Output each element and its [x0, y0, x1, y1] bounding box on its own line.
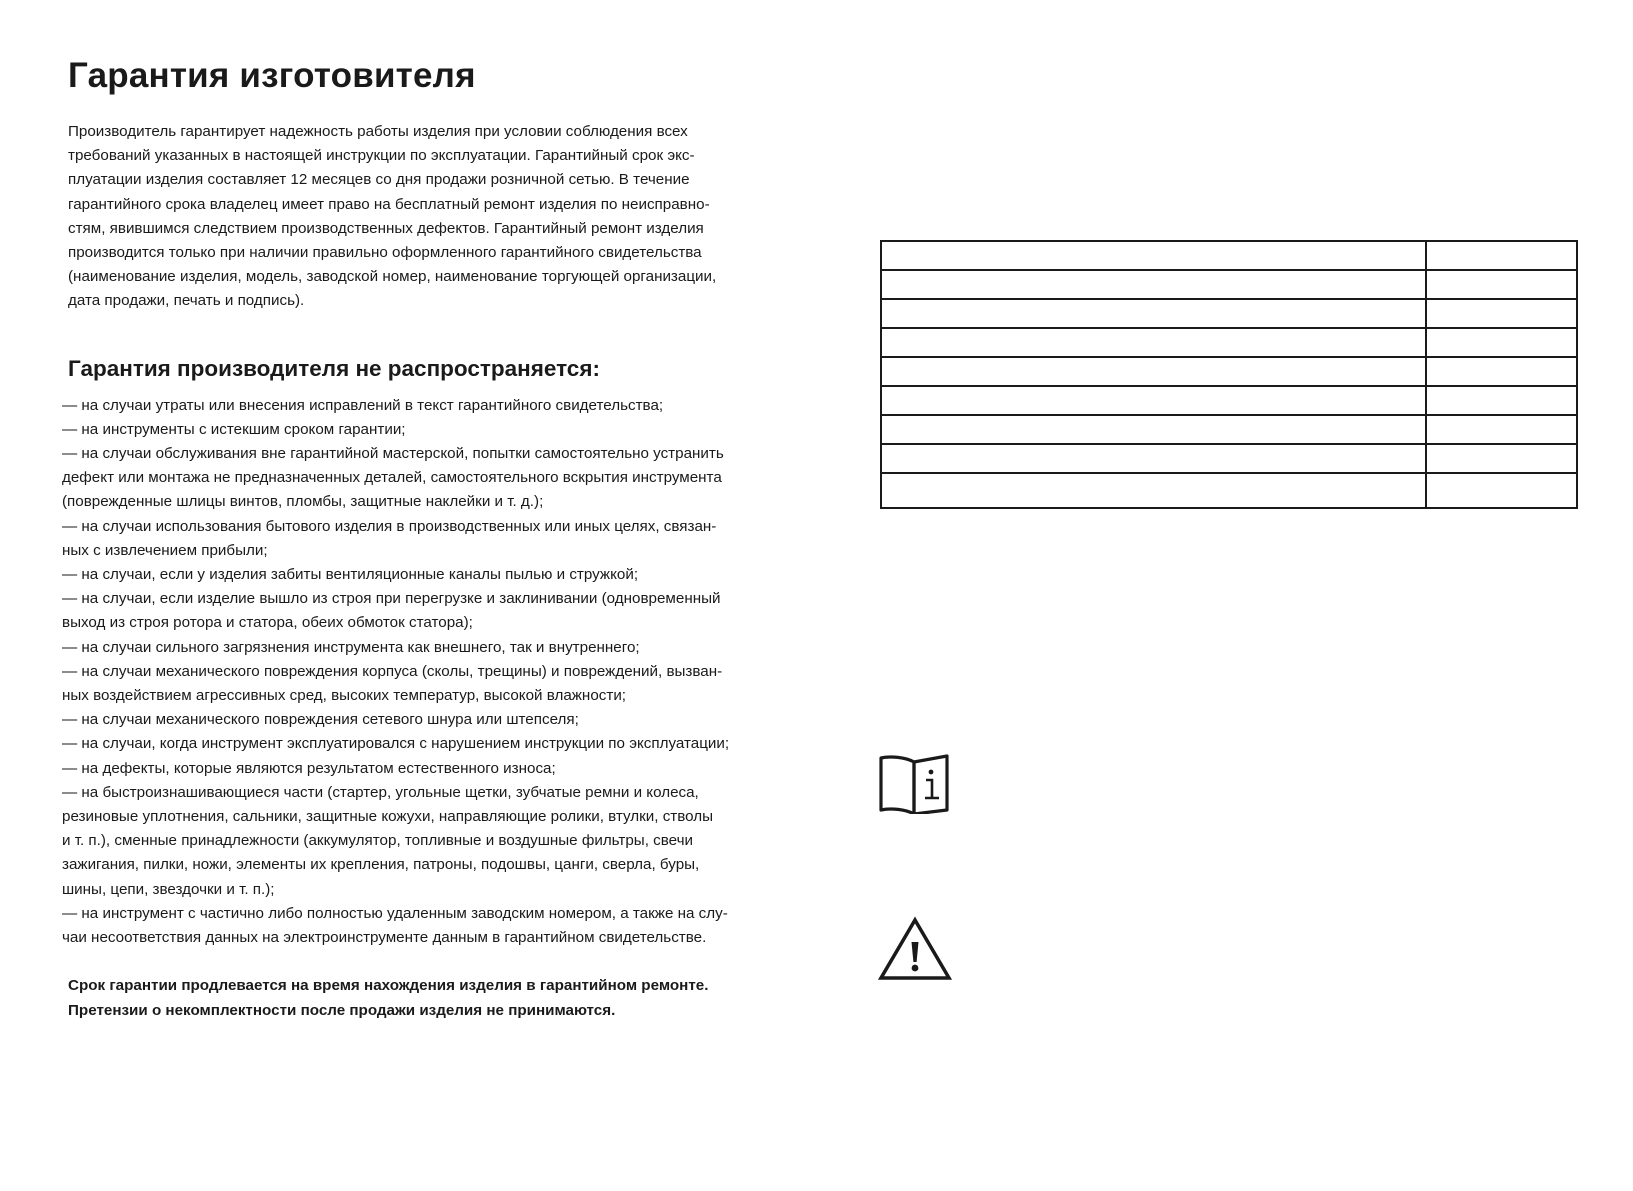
table-row — [881, 444, 1577, 473]
table-cell — [1426, 241, 1577, 270]
table-cell — [881, 357, 1426, 386]
table-cell — [881, 270, 1426, 299]
table-cell — [1426, 444, 1577, 473]
table-cell — [1426, 328, 1577, 357]
table-cell — [1426, 270, 1577, 299]
table-cell — [1426, 357, 1577, 386]
closing-notes — [68, 974, 768, 1022]
table-cell — [881, 241, 1426, 270]
page-title: Гарантия изготовителя — [68, 56, 476, 95]
warranty-extension-note: Срок гарантии продлевается на время нахождения изделия в гарантийном ремонте. — [68, 977, 709, 995]
table-cell — [881, 473, 1426, 508]
exclusions-list — [62, 394, 768, 951]
list-item: — на дефекты, которые являются результатом естественного износа; — [62, 759, 556, 777]
table-cell — [881, 415, 1426, 444]
info-book-icon — [879, 752, 949, 814]
warranty-intro-paragraph: Производитель гарантирует надежность работы изделия при условии соблюдения всех требований указанных в настоящей инструкции по эксплуатации. Гарантийный срок экс- плуатации изделия составляет 12 месяцев со дня продажи розничной сетью. В течение гарантийного срока владелец имеет право на бесплатный ремонт изделия по неисправно- стям, явившимся следствием производственных дефектов. Гарантийный ремонт изделия производится только при наличии правильно оформленного гарантийного свидетельства (наименование изделия, модель, заводской номер, наименование торгующей организации, дата продажи, печать и подпись). — [68, 123, 717, 310]
exclusions-heading: Гарантия производителя не распространяется: — [68, 355, 600, 381]
warning-triangle-icon — [878, 916, 952, 982]
table-row — [881, 415, 1577, 444]
table-cell — [881, 444, 1426, 473]
table-cell — [1426, 386, 1577, 415]
list-item: — на случаи использования бытового изделия в производственных или иных целях, связан- ных с извлечением прибыли; — [62, 517, 717, 559]
table-cell — [881, 328, 1426, 357]
list-item: — на случаи, когда инструмент эксплуатировался с нарушением инструкции по эксплуатации; — [62, 735, 730, 753]
table-cell — [1426, 415, 1577, 444]
table-cell — [1426, 473, 1577, 508]
table-row — [881, 299, 1577, 328]
table-row — [881, 328, 1577, 357]
list-item: — на случаи утраты или внесения исправлений в текст гарантийного свидетельства; — [62, 396, 664, 414]
list-item: — на случаи, если у изделия забиты вентиляционные каналы пылью и стружкой; — [62, 566, 639, 584]
list-item: — на быстроизнашивающиеся части (стартер, угольные щетки, зубчатые ремни и колеса, резиновые уплотнения, сальники, защитные кожухи, направляющие ролики, втулки, стволы и т. п.), сменные принадлежности (аккумулятор, топливные и воздушные фильтры, свечи зажигания, пилки, ножи, элементы их крепления, патроны, подошвы, цанги, сверла, буры, шины, цепи, звездочки и т. п.); — [62, 783, 714, 898]
list-item: — на случаи сильного загрязнения инструмента как внешнего, так и внутреннего; — [62, 638, 640, 656]
completeness-claims-note: Претензии о некомплектности после продажи изделия не принимаются. — [68, 1001, 616, 1019]
list-item: — на инструменты с истекшим сроком гарантии; — [62, 420, 406, 438]
table-cell — [881, 299, 1426, 328]
table-cell — [881, 386, 1426, 415]
list-item: — на случаи обслуживания вне гарантийной мастерской, попытки самостоятельно устранить дефект или монтажа не предназначенных деталей, самостоятельного вскрытия инструмента (поврежденные шлицы винтов, пломбы, защитные наклейки и т. д.); — [62, 445, 724, 511]
list-item: — на случаи, если изделие вышло из строя при перегрузке и заклинивании (одновременный выход из строя ротора и статора, обеих обмоток статора); — [62, 590, 721, 632]
table-row — [881, 386, 1577, 415]
table-row — [881, 473, 1577, 508]
table-row — [881, 241, 1577, 270]
table-cell — [1426, 299, 1577, 328]
list-item: — на случаи механического повреждения корпуса (сколы, трещины) и повреждений, вызван- ных воздействием агрессивных сред, высоких температур, высокой влажности; — [62, 662, 723, 705]
list-item: — на инструмент с частично либо полностью удаленным заводским номером, а также на слу- чаи несоответствия данных на электроинструменте данным в гарантийном свидетельстве. — [62, 904, 728, 947]
table-row — [881, 270, 1577, 299]
list-item: — на случаи механического повреждения сетевого шнура или штепселя; — [62, 711, 579, 729]
warranty-text-column — [62, 52, 768, 1023]
table-row — [881, 357, 1577, 386]
warranty-service-table — [880, 240, 1578, 509]
